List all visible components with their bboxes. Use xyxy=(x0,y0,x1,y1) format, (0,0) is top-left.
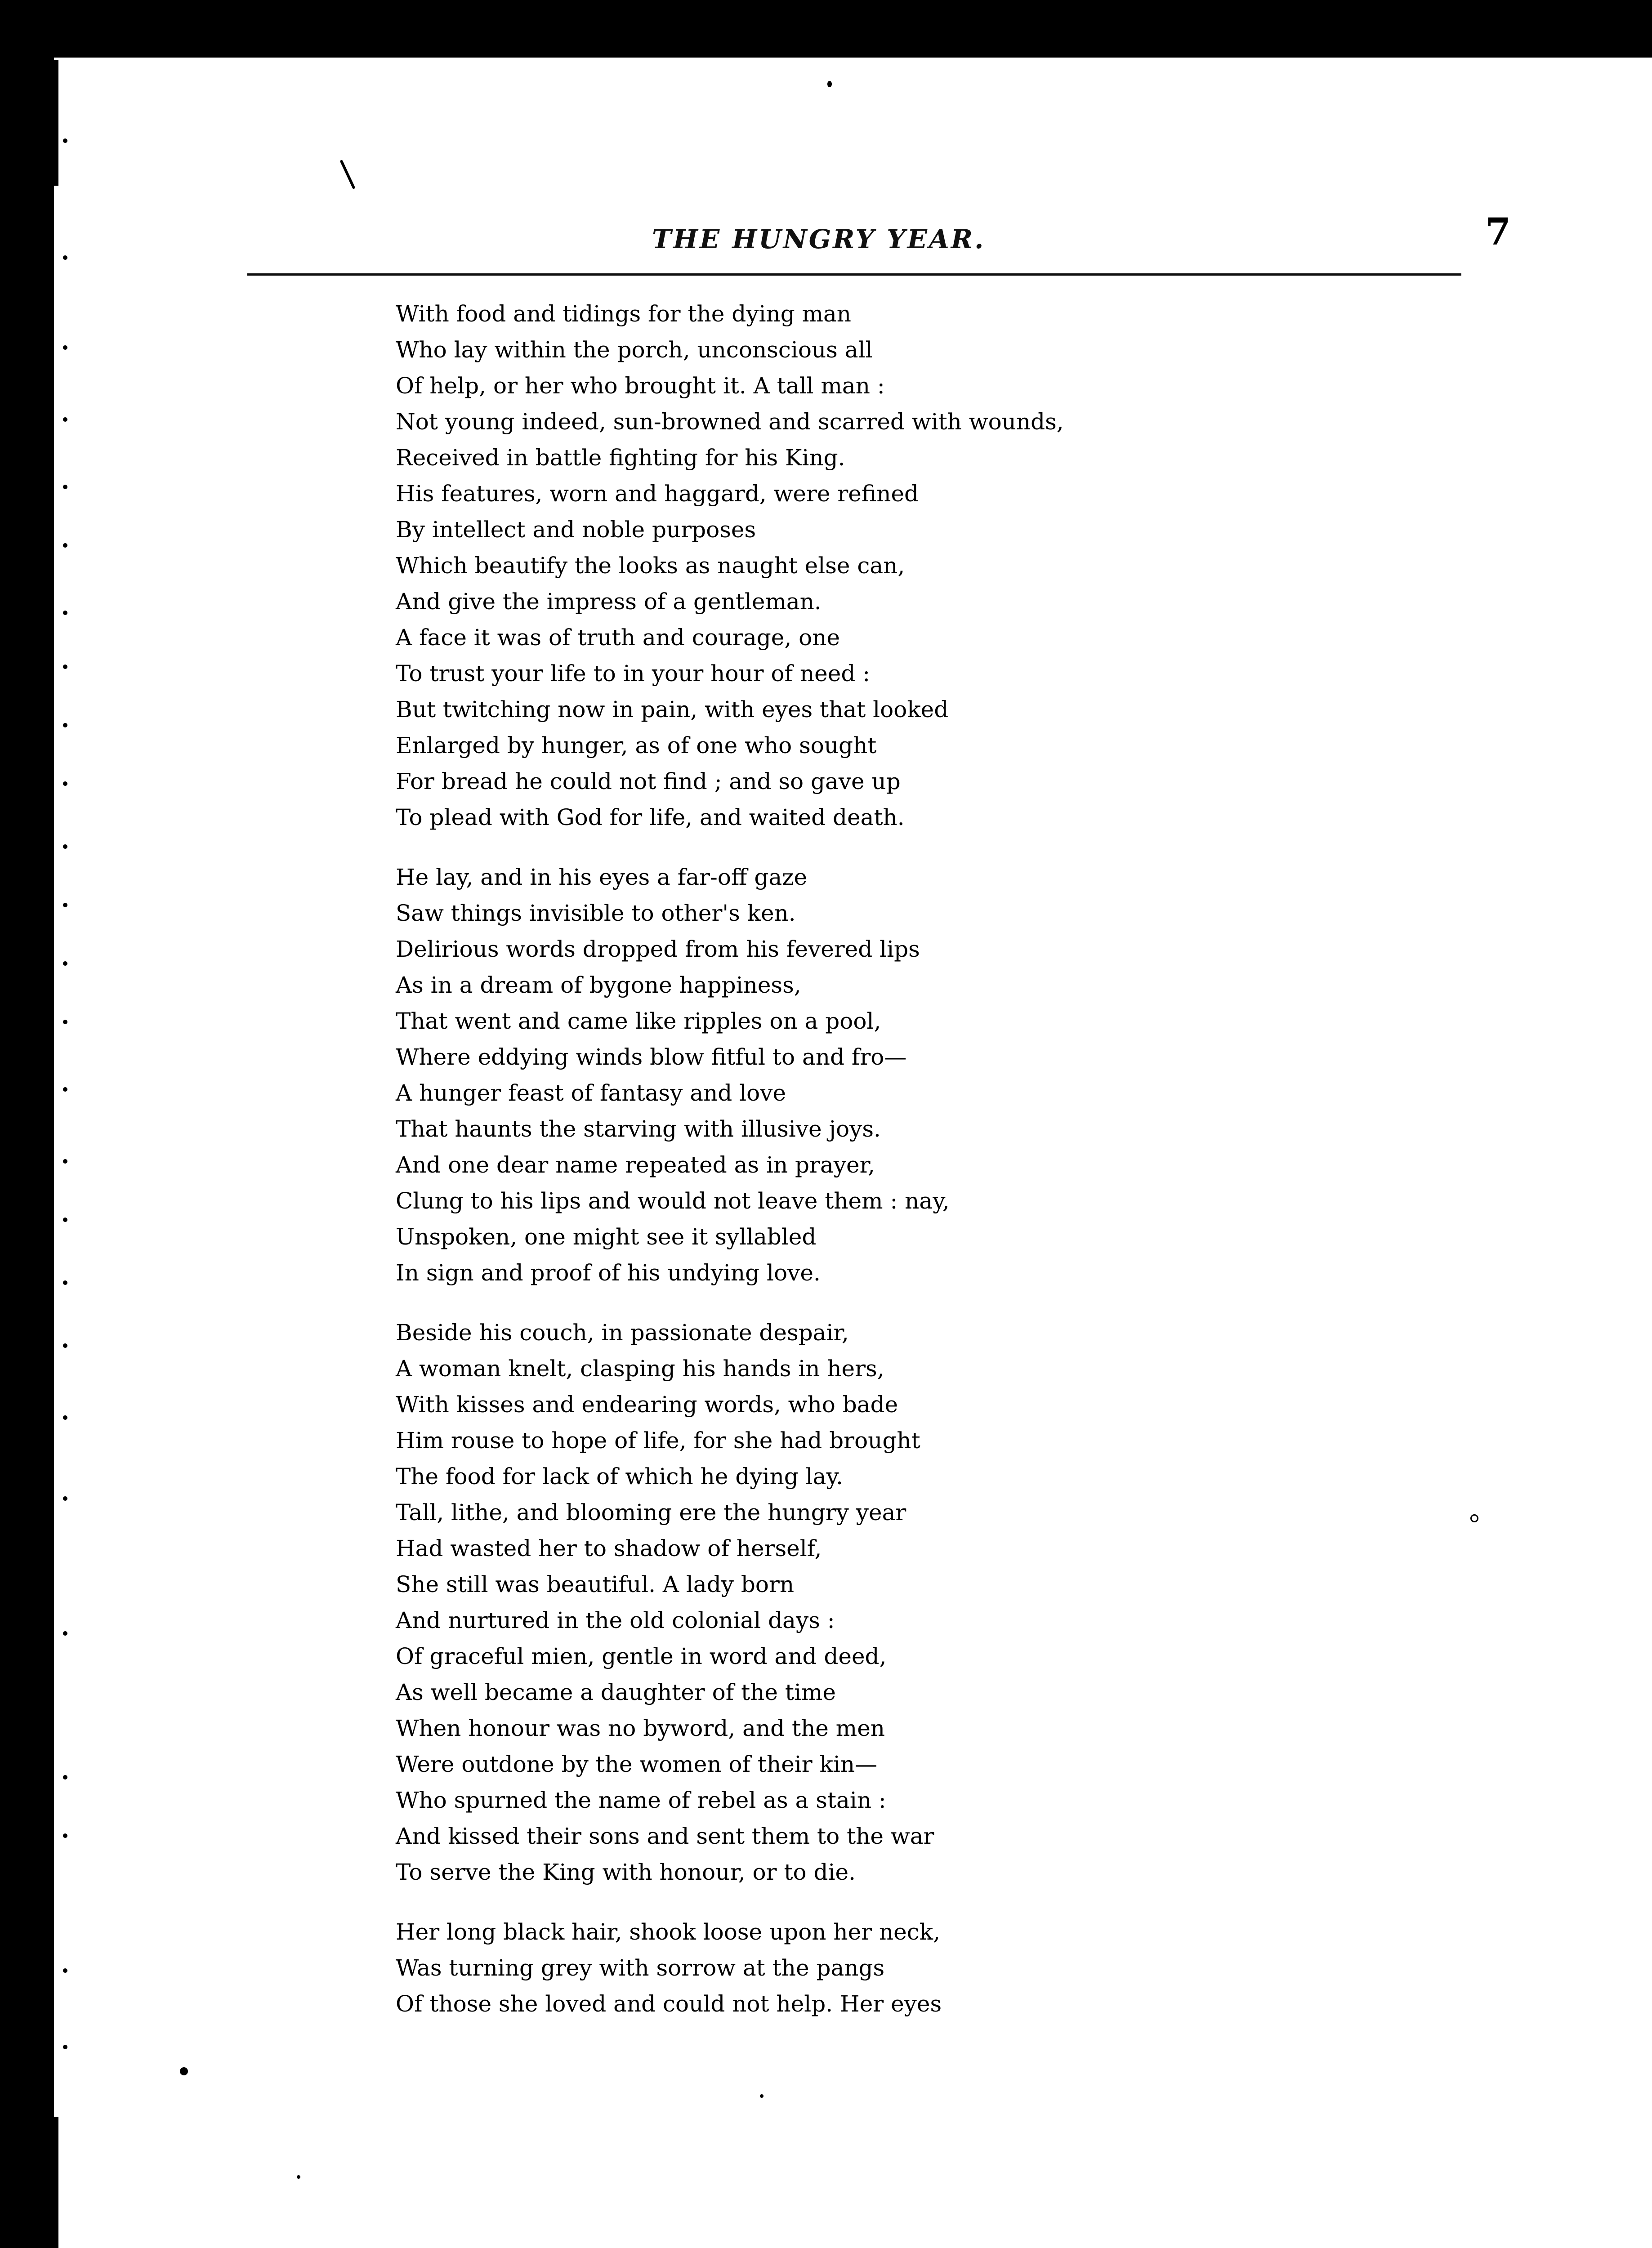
poem-line: Of those she loved and could not help. Her eyes xyxy=(396,1991,942,2017)
poem-line: Where eddying winds blow fitful to and fro— xyxy=(396,1044,907,1070)
margin-speck xyxy=(63,255,67,260)
poem-line: To plead with God for life, and waited death. xyxy=(396,804,905,830)
ink-stroke xyxy=(339,160,355,189)
margin-speck xyxy=(63,345,67,350)
poem-line: A woman knelt, clasping his hands in hers, xyxy=(396,1356,884,1382)
margin-speck xyxy=(63,723,67,727)
poem-line: Clung to his lips and would not leave them : nay, xyxy=(396,1188,950,1214)
poem-line: She still was beautiful. A lady born xyxy=(396,1571,795,1597)
margin-speck xyxy=(63,844,67,849)
poem-line: And give the impress of a gentleman. xyxy=(396,589,822,615)
page-edge-mark-top xyxy=(54,60,58,186)
poem-line: To trust your life to in your hour of need : xyxy=(396,660,871,687)
poem-line: With food and tidings for the dying man xyxy=(396,301,852,327)
margin-speck xyxy=(63,903,67,907)
ink-speck xyxy=(827,81,832,87)
margin-speck xyxy=(63,781,67,786)
margin-speck xyxy=(63,1631,67,1636)
margin-speck xyxy=(63,1775,67,1780)
poem-line: Who spurned the name of rebel as a stain : xyxy=(396,1787,886,1813)
margin-speck xyxy=(63,1280,67,1285)
poem-line: And kissed their sons and sent them to the war xyxy=(396,1823,934,1849)
poem-line: Of graceful mien, gentle in word and deed, xyxy=(396,1643,887,1669)
poem-line: That went and came like ripples on a pool, xyxy=(396,1008,881,1034)
margin-speck xyxy=(63,543,67,548)
poem-text xyxy=(396,296,1430,2046)
poem-line: Tall, lithe, and blooming ere the hungry year xyxy=(396,1499,906,1525)
margin-speck xyxy=(63,485,67,489)
margin-speck xyxy=(63,1020,67,1024)
poem-line: Him rouse to hope of life, for she had brought xyxy=(396,1427,920,1454)
stanza xyxy=(396,296,1430,835)
header-rule xyxy=(247,273,1461,276)
stanza xyxy=(396,1914,1430,2022)
poem-line: Delirious words dropped from his fevered lips xyxy=(396,936,920,962)
margin-speck xyxy=(63,1343,67,1348)
poem-line: But twitching now in pain, with eyes that looked xyxy=(396,696,949,723)
margin-speck xyxy=(63,138,67,143)
ink-speck xyxy=(180,2067,188,2075)
running-title: THE HUNGRY YEAR. xyxy=(652,224,986,254)
poem-line: When honour was no byword, and the men xyxy=(396,1715,885,1741)
margin-speck xyxy=(63,417,67,422)
poem-line: And one dear name repeated as in prayer, xyxy=(396,1152,875,1178)
poem-line: Saw things invisible to other's ken. xyxy=(396,900,796,926)
margin-speck xyxy=(63,665,67,669)
page-number: 7 xyxy=(1485,210,1511,254)
poem-line: To serve the King with honour, or to die. xyxy=(396,1859,856,1885)
poem-line: Beside his couch, in passionate despair, xyxy=(396,1320,849,1346)
poem-line: Received in battle fighting for his King. xyxy=(396,445,845,471)
poem-line: As well became a daughter of the time xyxy=(396,1679,836,1705)
ink-speck xyxy=(760,2094,763,2098)
margin-speck xyxy=(63,1833,67,1838)
poem-line: Had wasted her to shadow of herself, xyxy=(396,1535,822,1561)
margin-speck xyxy=(63,1218,67,1222)
poem-line: With kisses and endearing words, who bade xyxy=(396,1392,898,1418)
page-header xyxy=(247,206,1511,260)
page xyxy=(54,58,1652,2248)
poem-line: Enlarged by hunger, as of one who sought xyxy=(396,732,877,758)
margin-speck xyxy=(63,1968,67,1973)
stanza xyxy=(396,1315,1430,1890)
margin-speck xyxy=(63,2045,67,2049)
margin-speck xyxy=(63,611,67,615)
poem-line: Which beautify the looks as naught else can, xyxy=(396,553,905,579)
poem-line: Unspoken, one might see it syllabled xyxy=(396,1224,817,1250)
poem-line: A hunger feast of fantasy and love xyxy=(396,1080,786,1106)
poem-line: And nurtured in the old colonial days : xyxy=(396,1607,835,1633)
margin-speck xyxy=(63,1159,67,1164)
poem-line: That haunts the starving with illusive joys. xyxy=(396,1116,881,1142)
ink-speck xyxy=(1470,1514,1478,1522)
poem-line: A face it was of truth and courage, one xyxy=(396,624,840,651)
page-edge-mark-bottom xyxy=(54,2117,58,2248)
margin-specks xyxy=(58,58,85,2248)
ink-speck xyxy=(297,2175,300,2179)
margin-speck xyxy=(63,1087,67,1092)
poem-line: Of help, or her who brought it. A tall man : xyxy=(396,373,885,399)
poem-line: Who lay within the porch, unconscious all xyxy=(396,337,873,363)
poem-line: For bread he could not find ; and so gave up xyxy=(396,768,901,794)
margin-speck xyxy=(63,961,67,966)
margin-speck xyxy=(63,1415,67,1420)
poem-line: As in a dream of bygone happiness, xyxy=(396,972,801,998)
stanza xyxy=(396,859,1430,1291)
poem-line: Her long black hair, shook loose upon her neck, xyxy=(396,1919,940,1945)
poem-line: Was turning grey with sorrow at the pangs xyxy=(396,1955,885,1981)
poem-line: Not young indeed, sun-browned and scarred with wounds, xyxy=(396,409,1064,435)
poem-line: Were outdone by the women of their kin— xyxy=(396,1751,878,1777)
margin-speck xyxy=(63,1496,67,1501)
poem-line: He lay, and in his eyes a far-off gaze xyxy=(396,864,808,890)
poem-line: By intellect and noble purposes xyxy=(396,517,756,543)
poem-line: In sign and proof of his undying love. xyxy=(396,1260,821,1286)
poem-line: The food for lack of which he dying lay. xyxy=(396,1463,843,1490)
poem-line: His features, worn and haggard, were refined xyxy=(396,481,919,507)
